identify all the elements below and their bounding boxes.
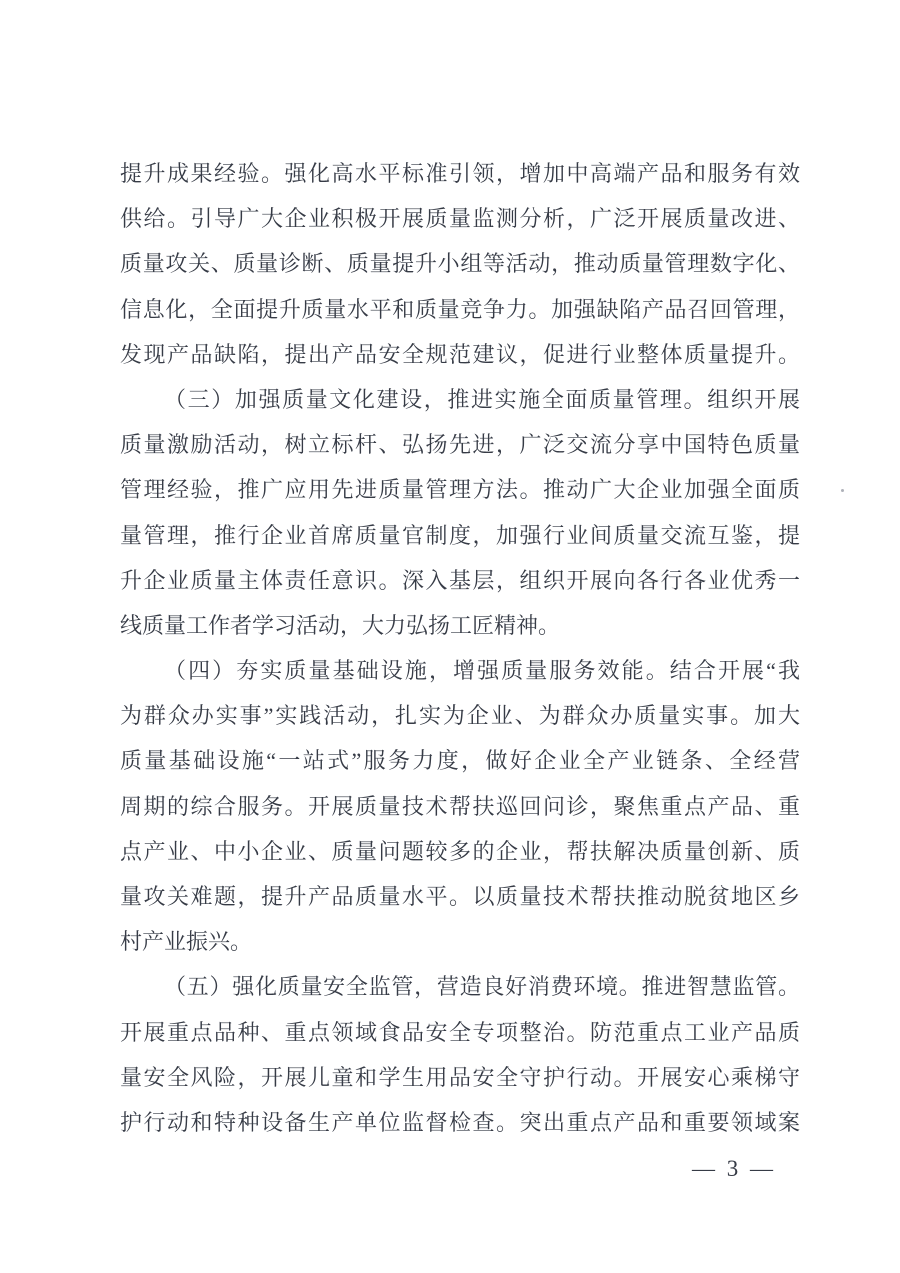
- text-line: （五）强化质量安全监管，营造良好消费环境。推进智慧监管。: [164, 974, 800, 1000]
- text-line: 质量攻关、质量诊断、质量提升小组等活动，推动质量管理数字化、: [120, 251, 800, 277]
- text-line: 量攻关难题，提升产品质量水平。以质量技术帮扶推动脱贫地区乡: [120, 884, 800, 909]
- text-line: 供给。引导广大企业积极开展质量监测分析，广泛开展质量改进、: [120, 206, 800, 232]
- text-line: 村产业振兴。: [120, 929, 253, 955]
- text-line: 信息化，全面提升质量水平和质量竞争力。加强缺陷产品召回管理，: [120, 296, 800, 322]
- text-line: 发现产品缺陷，提出产品安全规范建议，促进行业整体质量提升。: [120, 341, 800, 367]
- text-line: 开展重点品种、重点领域食品安全专项整治。防范重点工业产品质: [120, 1019, 800, 1045]
- text-line: 为群众办实事”实践活动，扎实为企业、为群众办质量实事。加大: [120, 703, 800, 729]
- text-line: （三）加强质量文化建设，推进实施全面质量管理。组织开展: [164, 386, 800, 412]
- text-line: 质量激励活动，树立标杆、弘扬先进，广泛交流分享中国特色质量: [120, 432, 800, 458]
- text-line: 点产业、中小企业、质量问题较多的企业，帮扶解决质量创新、质: [120, 838, 800, 864]
- text-line: 周期的综合服务。开展质量技术帮扶巡回问诊，聚焦重点产品、重: [120, 793, 800, 819]
- scan-artifact-dot: [841, 489, 844, 492]
- page-number: — 3 —: [692, 1156, 776, 1181]
- text-line: 护行动和特种设备生产单位监督检查。突出重点产品和重要领域案: [120, 1109, 800, 1135]
- text-line: 质量基础设施“一站式”服务力度，做好企业全产业链条、全经营: [120, 748, 800, 774]
- text-line: 管理经验，推广应用先进质量管理方法。推动广大企业加强全面质: [120, 477, 800, 503]
- text-line: （四）夯实质量基础设施，增强质量服务效能。结合开展“我: [164, 658, 800, 684]
- text-line: 量安全风险，开展儿童和学生用品安全守护行动。开展安心乘梯守: [120, 1064, 800, 1090]
- text-line: 线质量工作者学习活动，大力弘扬工匠精神。: [120, 612, 561, 638]
- text-line: 量管理，推行企业首席质量官制度，加强行业间质量交流互鉴，提: [120, 522, 800, 548]
- text-line: 提升成果经验。强化高水平标准引领，增加中高端产品和服务有效: [120, 161, 800, 186]
- text-line: 升企业质量主体责任意识。深入基层，组织开展向各行各业优秀一: [120, 567, 800, 593]
- document-body: [120, 151, 800, 1145]
